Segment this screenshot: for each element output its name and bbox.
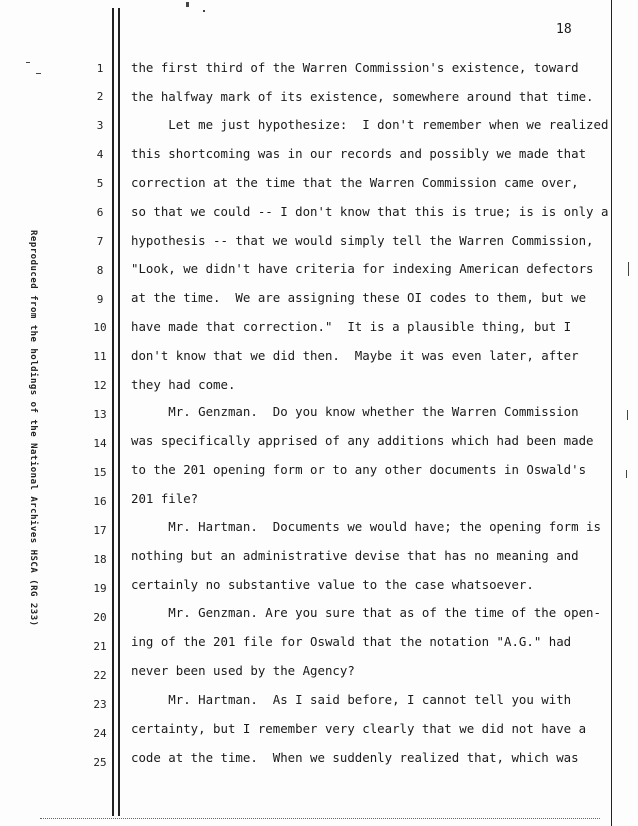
left-margin-rule-outer <box>112 8 114 816</box>
line-number: 9 <box>96 293 104 306</box>
line-number: 5 <box>96 177 104 190</box>
scan-speck <box>627 410 628 420</box>
transcript-line: correction at the time that the Warren Commission came over, <box>131 175 579 190</box>
line-number: 15 <box>93 466 107 479</box>
line-number: 19 <box>93 582 107 595</box>
transcript-line: Mr. Hartman. Documents we would have; the opening form is <box>131 519 601 534</box>
transcript-line: don't know that we did then. Maybe it was even later, after <box>131 348 579 363</box>
line-number: 18 <box>93 553 107 566</box>
line-number: 14 <box>93 437 107 450</box>
line-number: 6 <box>96 206 104 219</box>
line-number: 24 <box>93 727 107 740</box>
line-number: 13 <box>93 408 107 421</box>
line-number: 21 <box>93 640 107 653</box>
transcript-line: the first third of the Warren Commission's existence, toward <box>131 60 579 75</box>
line-number: 12 <box>93 379 107 392</box>
left-margin-rule-inner <box>118 8 120 816</box>
transcript-line: this shortcoming was in our records and possibly we made that <box>131 146 587 161</box>
transcript-line: they had come. <box>131 377 236 392</box>
line-number: 11 <box>93 350 107 363</box>
transcript-line: Mr. Hartman. As I said before, I cannot tell you with <box>131 692 572 707</box>
scan-speck <box>203 10 205 12</box>
line-number: 22 <box>93 669 107 682</box>
transcript-line: Mr. Genzman. Do you know whether the Warren Commission <box>131 404 579 419</box>
transcript-line: Let me just hypothesize: I don't remember when we realized <box>131 117 609 132</box>
scan-speck <box>628 262 629 276</box>
line-number: 20 <box>93 611 107 624</box>
transcript-line: the halfway mark of its existence, somewhere around that time. <box>131 89 594 104</box>
line-number: 25 <box>93 756 107 769</box>
transcript-line: was specifically apprised of any additions which had been made <box>131 433 594 448</box>
transcript-line: have made that correction." It is a plausible thing, but I <box>131 319 572 334</box>
footer-scan-edge <box>40 818 600 820</box>
line-number: 7 <box>96 235 104 248</box>
transcript-line: certainty, but I remember very clearly that we did not have a <box>131 721 587 736</box>
line-number: 17 <box>93 524 107 537</box>
line-number: 8 <box>96 264 104 277</box>
transcript-line: never been used by the Agency? <box>131 663 355 678</box>
transcript-line: code at the time. When we suddenly realized that, which was <box>131 750 579 765</box>
line-number: 10 <box>93 321 107 334</box>
page-number: 18 <box>556 22 572 37</box>
scan-speck <box>26 62 30 63</box>
transcript-line: certainly no substantive value to the case whatsoever. <box>131 577 534 592</box>
line-number: 2 <box>96 90 104 103</box>
scan-speck <box>626 470 627 478</box>
archive-side-note: Reproduced from the holdings of the National Archives HSCA (RG 233) <box>28 230 38 627</box>
line-number: 23 <box>93 698 107 711</box>
transcript-line: so that we could -- I don't know that this is true; is is only a <box>131 204 609 219</box>
transcript-line: ing of the 201 file for Oswald that the notation "A.G." had <box>131 634 572 649</box>
line-number: 3 <box>96 119 104 132</box>
transcript-line: to the 201 opening form or to any other documents in Oswald's <box>131 462 587 477</box>
line-number: 16 <box>93 495 107 508</box>
transcript-line: "Look, we didn't have criteria for indexing American defectors <box>131 261 594 276</box>
transcript-line: 201 file? <box>131 491 199 506</box>
transcript-line: nothing but an administrative devise that has no meaning and <box>131 548 579 563</box>
scan-speck <box>186 2 189 7</box>
transcript-line: at the time. We are assigning these OI codes to them, but we <box>131 290 587 305</box>
transcript-line: hypothesis -- that we would simply tell the Warren Commission, <box>131 233 594 248</box>
line-number: 4 <box>96 148 104 161</box>
line-number: 1 <box>96 62 104 75</box>
transcript-line: Mr. Genzman. Are you sure that as of the time of the open- <box>131 605 601 620</box>
scan-speck <box>36 73 41 74</box>
